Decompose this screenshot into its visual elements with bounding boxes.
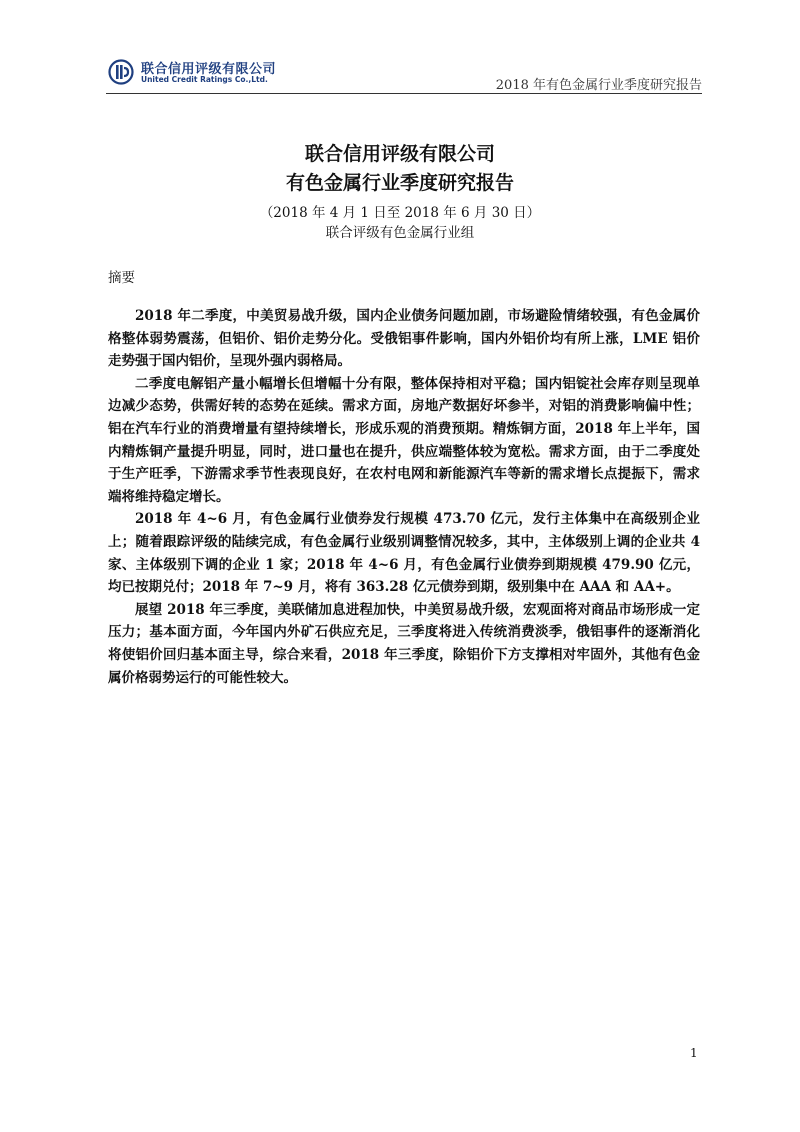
abstract-heading: 摘要: [108, 270, 135, 286]
document-company-title: 联合信用评级有限公司: [304, 143, 495, 165]
document-report-title: 有色金属行业季度研究报告: [285, 172, 514, 194]
abstract-paragraph: 2018 年 4~6 月，有色金属行业债券发行规模 473.70 亿元，发行主体集中在高级别企业上；随着跟踪评级的陆续完成，有色金属行业级别调整情况较多，其中，主体级别上调的企业共 4 家、主体级别下调的企业 1 家；2018 年 4~6 月，有色金属行业债券到期规模 479.90 亿元，均已按期兑付；2018 年 7~9 月，将有 363.28 亿元债券到期，级别集中在 AAA 和 AA+。: [108, 511, 700, 596]
author-group: 联合评级有色金属行业组: [325, 225, 475, 241]
united-credit-logo-icon: [108, 59, 134, 85]
company-logo: [108, 58, 308, 88]
report-period: （2018 年 4 月 1 日至 2018 年 6 月 30 日）: [259, 205, 541, 221]
running-header-title: 2018 年有色金属行业季度研究报告: [495, 78, 702, 93]
header-divider: [106, 93, 702, 94]
logo-english-name: United Credit Ratings Co.,Ltd.: [141, 75, 268, 84]
abstract-paragraph: 2018 年二季度，中美贸易战升级，国内企业债务问题加剧，市场避险情绪较强，有色金属价格整体弱势震荡，但铝价、铝价走势分化。受俄铝事件影响，国内外铝价均有所上涨，LME 铝价走势强于国内铝价，呈现外强内弱格局。: [108, 308, 700, 370]
abstract-body: [108, 305, 700, 689]
page-number: 1: [690, 1046, 698, 1060]
logo-chinese-name: 联合信用评级有限公司: [141, 62, 277, 77]
abstract-paragraph: 二季度电解铝产量小幅增长但增幅十分有限，整体保持相对平稳；国内铝锭社会库存则呈现单边减少态势，供需好转的态势在延续。需求方面，房地产数据好坏参半，对铝的消费影响偏中性；铝在汽车行业的消费增量有望持续增长，形成乐观的消费预期。精炼铜方面，2018 年上半年，国内精炼铜产量提升明显，同时，进口量也在提升，供应端整体较为宽松。需求方面，由于二季度处于生产旺季，下游需求季节性表现良好，在农村电网和新能源汽车等新的需求增长点提振下，需求端将维持稳定增长。: [108, 375, 700, 505]
abstract-paragraph: 展望 2018 年三季度，美联储加息进程加快，中美贸易战升级，宏观面将对商品市场形成一定压力；基本面方面，今年国内外矿石供应充足，三季度将进入传统消费淡季，俄铝事件的逐渐消化将使铝价回归基本面主导，综合来看，2018 年三季度，除铝价下方支撑相对牢固外，其他有色金属价格弱势运行的可能性较大。: [108, 601, 700, 686]
